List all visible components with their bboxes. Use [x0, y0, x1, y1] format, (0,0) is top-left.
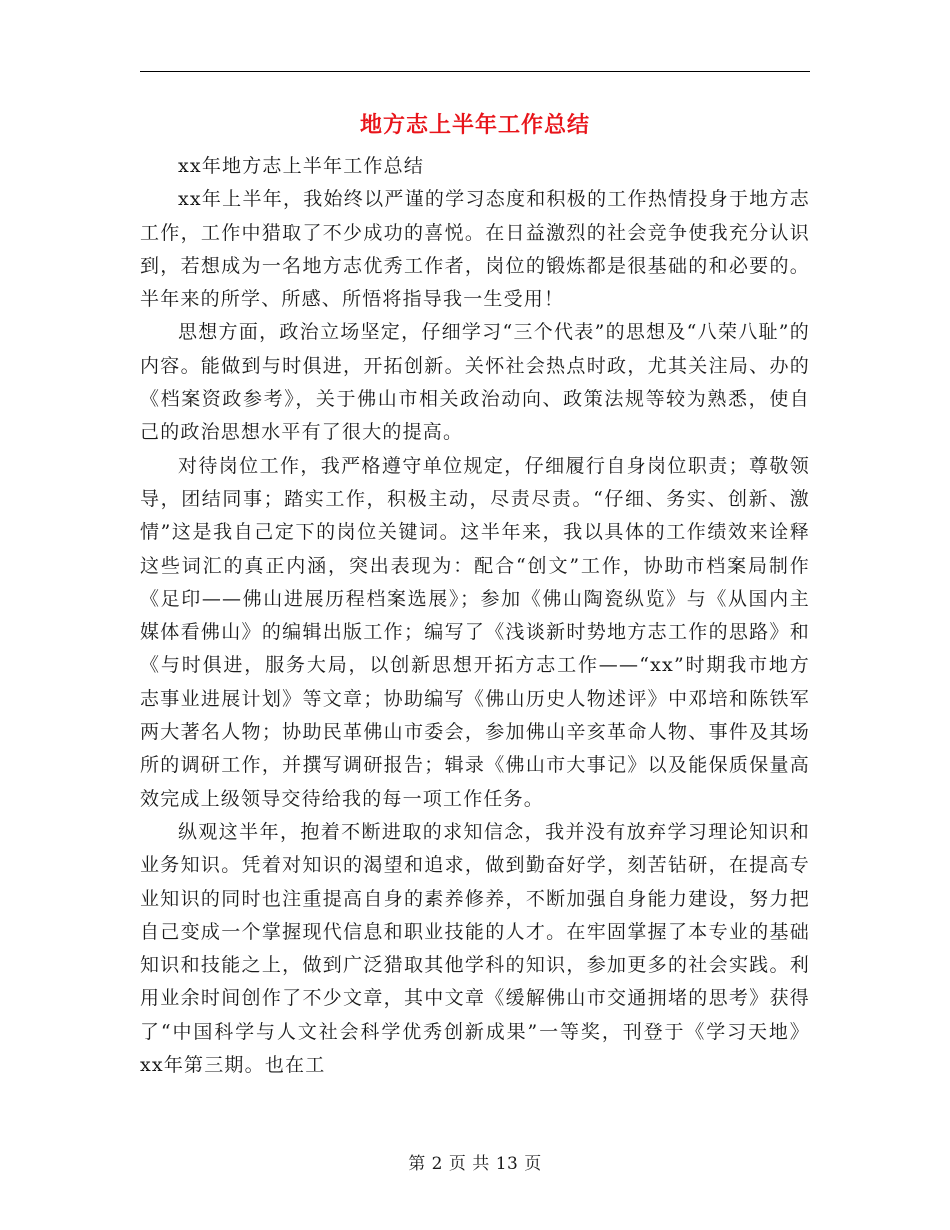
paragraph-study: 纵观这半年，抱着不断进取的求知信念，我并没有放弃学习理论知识和业务知识。凭着对知识的渴望和追求，做到勤奋好学，刻苦钻研，在提高专业知识的同时也注重提高自身的素养修养，不断加强自身能力建设，努力把自己变成一个掌握现代信息和职业技能的人才。在牢固掌握了本专业的基础知识和技能之上，做到广泛猎取其他学科的知识，参加更多的社会实践。利用业余时间创作了不少文章，其中文章《缓解佛山市交通拥堵的思考》获得了“中国科学与人文社会科学优秀创新成果”一等奖，刊登于《学习天地》xx年第三期。也在工 [140, 820, 810, 1077]
document-body [140, 150, 810, 1082]
paragraph-thought: 思想方面，政治立场坚定，仔细学习“三个代表”的思想及“八荣八耻”的内容。能做到与时俱进，开拓创新。关怀社会热点时政，尤其关注局、办的《档案资政参考》，关于佛山市相关政治动向、政策法规等较为熟悉，使自己的政治思想水平有了很大的提高。 [140, 321, 810, 444]
document-title: 地方志上半年工作总结 [359, 113, 590, 138]
header-divider [140, 71, 810, 72]
page-number: 第 2 页 共 13 页 [408, 1154, 542, 1174]
paragraph-intro: xx年上半年，我始终以严谨的学习态度和积极的工作热情投身于地方志工作，工作中猎取了不少成功的喜悦。在日益激烈的社会竞争使我充分认识到，若想成为一名地方志优秀工作者，岗位的锻炼都是很基础的和必要的。半年来的所学、所感、所悟将指导我一生受用！ [140, 188, 810, 311]
document-subtitle: xx年地方志上半年工作总结 [178, 155, 425, 177]
paragraph-work: 对待岗位工作，我严格遵守单位规定，仔细履行自身岗位职责；尊敬领导，团结同事；踏实工作，积极主动，尽责尽责。“仔细、务实、创新、激情”这是我自己定下的岗位关键词。这半年来，我以具体的工作绩效来诠释这些词汇的真正内涵，突出表现为：配合“创文”工作，协助市档案局制作《足印——佛山进展历程档案选展》；参加《佛山陶瓷纵览》与《从国内主媒体看佛山》的编辑出版工作；编写了《浅谈新时势地方志工作的思路》和《与时俱进，服务大局，以创新思想开拓方志工作——“xx”时期我市地方志事业进展计划》等文章；协助编写《佛山历史人物述评》中邓培和陈铁军两大著名人物；协助民革佛山市委会，参加佛山辛亥革命人物、事件及其场所的调研工作，并撰写调研报告；辑录《佛山市大事记》以及能保质保量高效完成上级领导交待给我的每一项工作任务。 [140, 454, 810, 810]
page-footer [0, 1152, 950, 1176]
